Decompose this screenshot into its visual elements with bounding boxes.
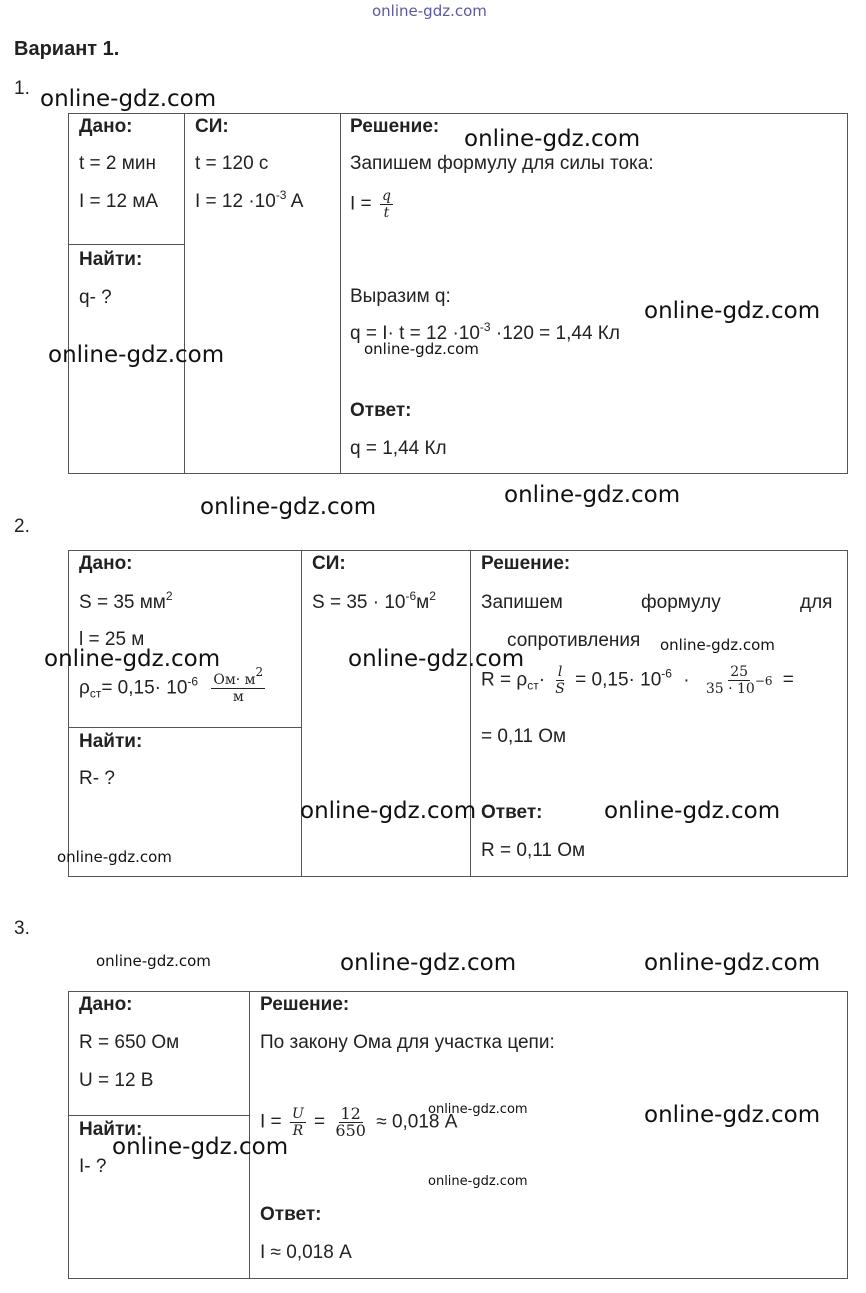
p1-si-header: СИ: xyxy=(195,116,229,137)
watermark-text: online-gdz.com xyxy=(48,342,225,368)
variant-title: Вариант 1. xyxy=(14,38,120,60)
p1-answer: q = 1,44 Кл xyxy=(350,438,447,459)
p3-find-header: Найти: xyxy=(79,1119,143,1140)
p2-si-header: СИ: xyxy=(312,553,346,574)
p1-si-current: $I = 12 \cdot 10^{-3}$ A xyxy=(195,188,304,212)
watermark-text: online-gdz.com xyxy=(504,482,681,508)
p2-find: R- ? xyxy=(79,768,115,789)
p2-result: = 0,11 Ом xyxy=(481,726,567,747)
watermark-text: online-gdz.com xyxy=(200,494,377,520)
p3-given-header: Дано: xyxy=(79,994,133,1015)
p3-solution-intro: По закону Ома для участка цепи: xyxy=(260,1032,555,1053)
p1-given-current: I = 12 мА xyxy=(79,191,159,212)
watermark-text: online-gdz.com xyxy=(644,950,821,976)
watermark-text: online-gdz.com xyxy=(604,798,781,824)
p3-answer-header: Ответ: xyxy=(260,1204,322,1225)
watermark-text: online-gdz.com xyxy=(44,646,221,672)
p3-given-voltage: U = 12 В xyxy=(79,1070,154,1091)
p3-solution-header: Решение: xyxy=(260,994,350,1015)
p3-formula: I = $\frac{U}{R}$ = $\frac{12}{650}$ ≈ 0,018 А xyxy=(260,1104,458,1140)
watermark-text: online-gdz.com xyxy=(57,848,172,866)
watermark-text: online-gdz.com xyxy=(96,952,211,970)
watermark-text: online-gdz.com xyxy=(300,798,477,824)
p2-given-length: l = 25 м xyxy=(79,629,145,650)
problem-1-number: 1. xyxy=(14,78,30,99)
p1-given-time: t = 2 мин xyxy=(79,153,156,174)
watermark-text: online-gdz.com xyxy=(364,340,479,358)
watermark-text: online-gdz.com xyxy=(428,1102,528,1117)
watermark-text: online-gdz.com xyxy=(464,126,641,152)
p2-given-rho: $\rho_{ст}= 0,15\cdot 10^{-6}$ $\frac{Ом\cdot м^2}{м}$ xyxy=(79,665,264,705)
problem-3-number: 3. xyxy=(14,918,30,939)
p2-solution-header: Решение: xyxy=(481,553,571,574)
p1-solution-header: Решение: xyxy=(350,116,440,137)
p2-solution-word: формулу xyxy=(641,592,721,613)
watermark-text: online-gdz.com xyxy=(428,1174,528,1189)
p1-find-header: Найти: xyxy=(79,249,143,270)
p1-given-header: Дано: xyxy=(79,116,133,137)
problem-2-number: 2. xyxy=(14,516,30,537)
p2-answer-header: Ответ: xyxy=(481,802,543,823)
p3-given-resistance: R = 650 Ом xyxy=(79,1032,180,1053)
p3-find: I- ? xyxy=(79,1156,107,1177)
watermark-text: online-gdz.com xyxy=(348,646,525,672)
p1-si-time: t = 120 с xyxy=(195,153,269,174)
watermark-text: online-gdz.com xyxy=(40,86,217,112)
watermark-text: online-gdz.com xyxy=(660,636,775,654)
p2-given-header: Дано: xyxy=(79,553,133,574)
p1-calc: $q = I\cdot t = 12 \cdot 10^{-3} \cdot 120 = 1,44$ Кл xyxy=(350,320,620,344)
p2-si: $S = 35 \cdot 10^{-6}м^2$ xyxy=(312,589,436,613)
p1-find: q- ? xyxy=(79,287,112,308)
watermark-text: online-gdz.com xyxy=(644,1102,821,1128)
p1-answer-header: Ответ: xyxy=(350,400,412,421)
p2-answer: R = 0,11 Ом xyxy=(481,840,586,861)
watermark-text: online-gdz.com xyxy=(112,1134,289,1160)
watermark-text: online-gdz.com xyxy=(644,298,821,324)
watermark-text: online-gdz.com xyxy=(340,950,517,976)
p2-given-area: S = 35 $мм^2$ xyxy=(79,589,173,613)
p2-solution-word: для xyxy=(800,592,833,613)
p1-express: Выразим q: xyxy=(350,286,451,307)
p1-formula: I = $\frac{q}{t}$ xyxy=(350,188,391,221)
p2-find-header: Найти: xyxy=(79,731,143,752)
p2-solution-word: Запишем xyxy=(481,592,563,613)
p2-solution-line2: сопротивления xyxy=(507,630,641,651)
p1-solution-intro: Запишем формулу для силы тока: xyxy=(350,153,654,174)
p2-calc: $R = \rho_{ст}\cdot$ $\frac{l}{S}$ = $0,15\cdot 10^{-6}$ · $\frac{25}{35 \cdot 10^{-6}}$ = xyxy=(481,664,794,697)
p3-answer: I ≈ 0,018 А xyxy=(260,1242,352,1263)
site-watermark[interactable]: online-gdz.com xyxy=(372,2,487,20)
